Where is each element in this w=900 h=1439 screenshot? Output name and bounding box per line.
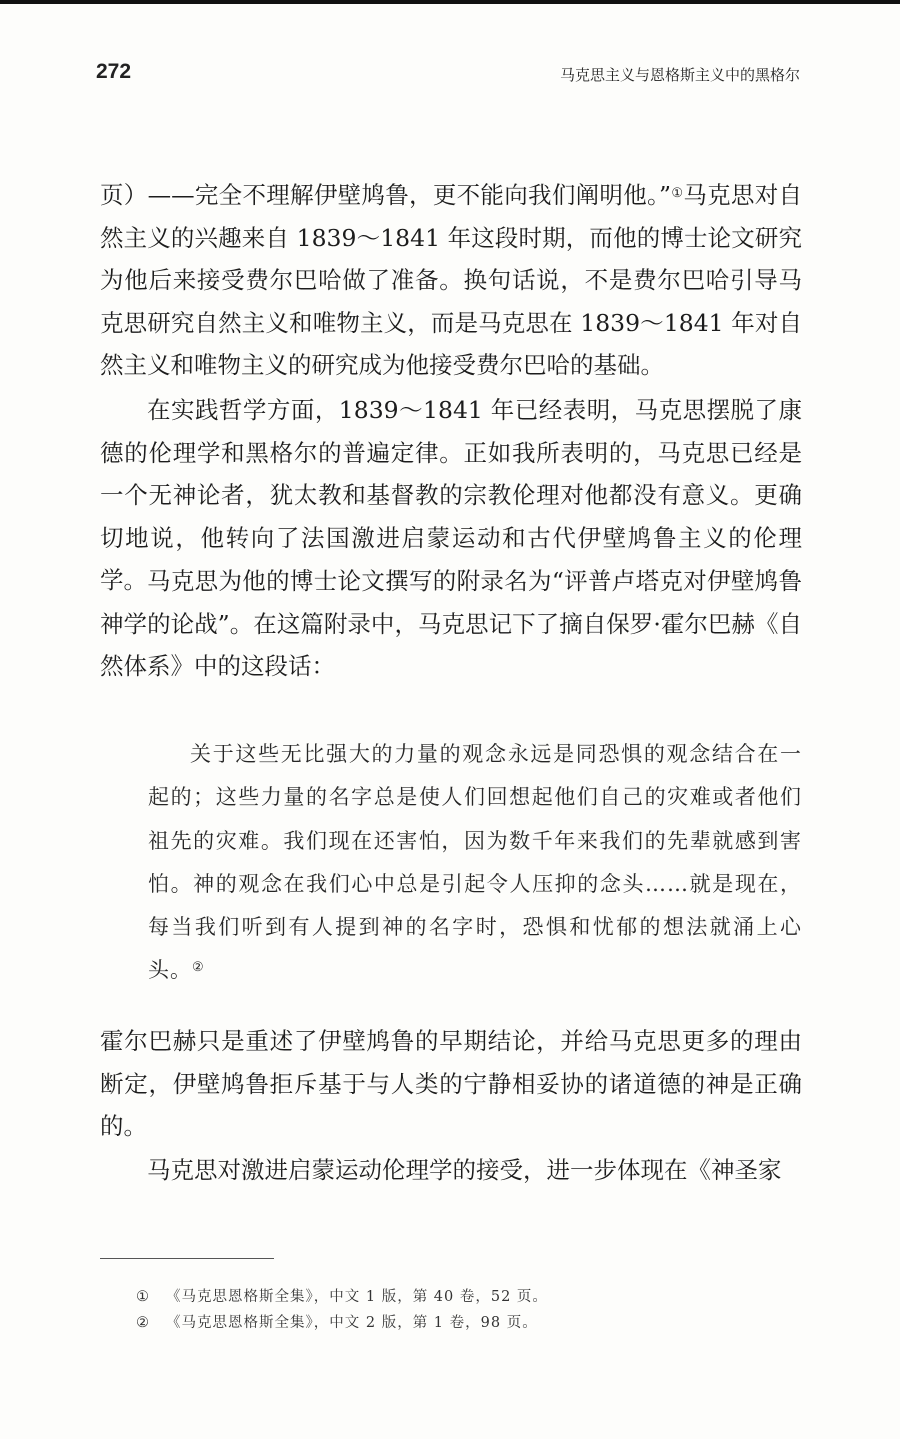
- footnote-2-mark: ②: [136, 1315, 150, 1331]
- block-quote: [148, 733, 802, 993]
- top-border-rule: [0, 0, 900, 4]
- footnote-ref-1: ①: [671, 186, 684, 201]
- footnote-1-text: 《马克思恩格斯全集》，中文 1 版，第 40 卷，52 页。: [166, 1289, 548, 1305]
- footnote-2-text: 《马克思恩格斯全集》，中文 2 版，第 1 卷，98 页。: [166, 1315, 538, 1331]
- page-number: 272: [96, 60, 132, 83]
- paragraph-6: 马克思对激进启蒙运动伦理学的接受，进一步体现在《神圣家: [147, 1156, 782, 1184]
- footnote-separator: [100, 1258, 274, 1259]
- footnote-1-mark: ①: [136, 1289, 150, 1305]
- paragraph-1: [100, 174, 802, 387]
- footnote-2: [136, 1311, 736, 1332]
- footnote-ref-2: ②: [192, 960, 205, 976]
- paragraph-1-text: 页）——完全不理解伊壁鸠鲁，更不能向我们阐明他。”: [100, 181, 672, 209]
- paragraph-3: 马克思为他的博士论文撰写的附录名为“评普卢塔克对伊壁鸠鲁神学的论战”。在这篇附录中，马克思记下了摘自保罗·霍尔巴赫《自然体系》中的这段话：: [100, 567, 802, 680]
- paragraph-1-continuation: 马克思对自然主义的兴趣来自 1839～1841 年这段时期，而他的博士论文研究为他后来接受费尔巴哈做了准备。换句话说，不是费尔巴哈引导马克思研究自然主义和唯物主义，而是马克思在 1839～1841 年对自然主义和唯物主义的研究成为他接受费尔巴哈的基础。: [100, 181, 803, 379]
- footnote-1: [136, 1285, 736, 1306]
- paragraph-2: 在实践哲学方面，1839～1841 年已经表明，马克思摆脱了康德的伦理学和黑格尔的普遍定律。正如我所表明的，马克思已经是一个无神论者，犹太教和基督教的宗教伦理对他都没有意义。更确切地说，他转向了法国激进启蒙运动和古代伊壁鸠鲁主义的伦理学。: [100, 396, 802, 594]
- running-title: 马克思主义与恩格斯主义中的黑格尔: [559, 66, 800, 84]
- paragraph-5: 霍尔巴赫只是重述了伊壁鸠鲁的早期结论，并给马克思更多的理由断定，伊壁鸠鲁拒斥基于与人类的宁静相妥协的诸道德的神是正确的。: [100, 1027, 802, 1140]
- block-quote-text: 关于这些无比强大的力量的观念永远是同恐惧的观念结合在一起的；这些力量的名字总是使人们回想起他们自己的灾难或者他们祖先的灾难。我们现在还害怕，因为数千年来我们的先辈就感到害怕。神的观念在我们心中总是引起令人压抑的念头……就是现在，每当我们听到有人提到神的名字时，恐惧和忧郁的想法就涌上心头。: [148, 742, 802, 983]
